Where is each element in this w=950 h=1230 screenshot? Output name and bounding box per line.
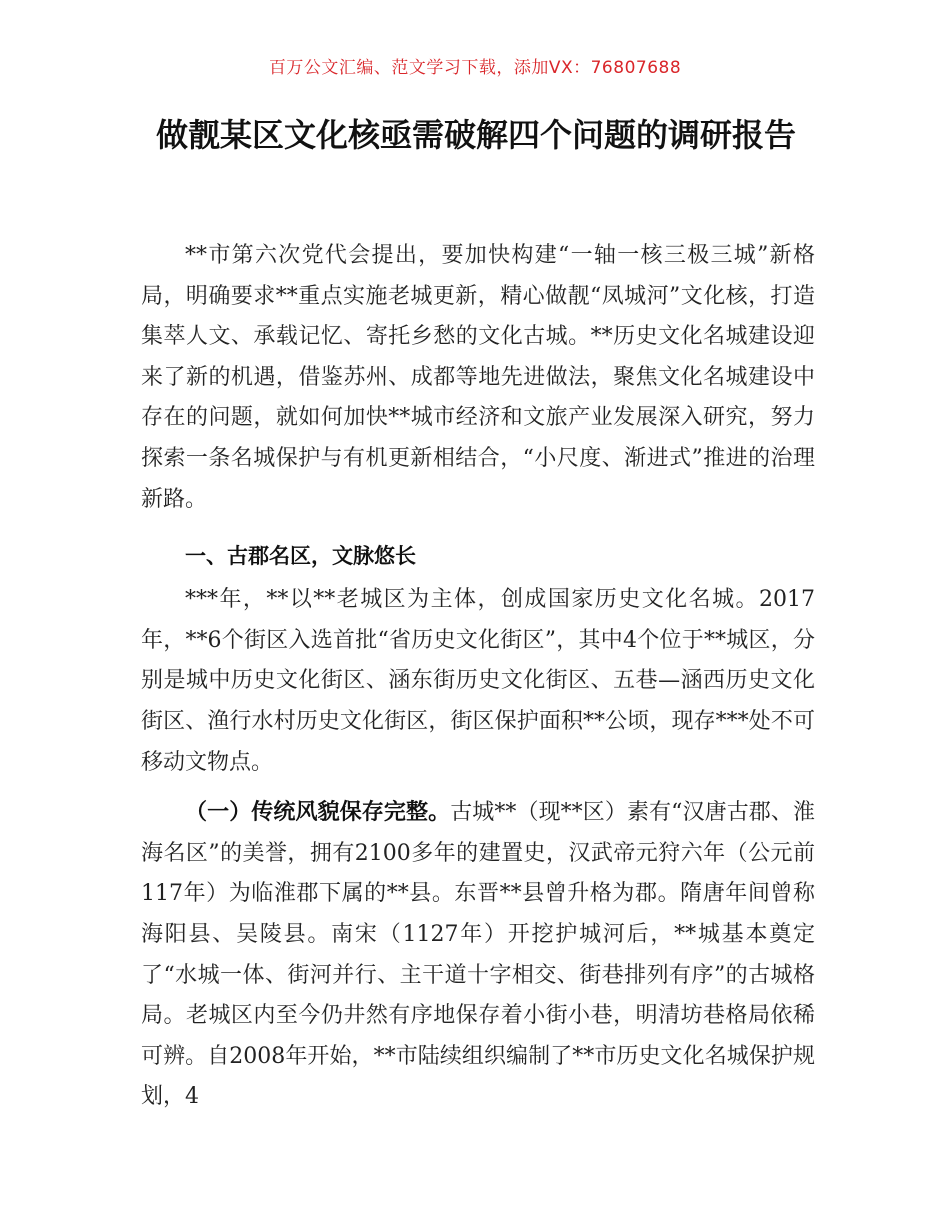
subsection-lead: （一）传统风貌保存完整。 xyxy=(185,800,451,826)
promo-banner: 百万公文汇编、范文学习下载，添加VX：76807688 xyxy=(268,58,682,78)
intro-paragraph: **市第六次党代会提出，要加快构建“一轴一核三极三城”新格局，明确要求**重点实施老城更新，精心做靓“凤城河”文化核，打造集萃人文、承载记忆、寄托乡愁的文化古城。**历史文化名城建设迎来了新的机遇，借鉴苏州、成都等地先进做法，聚焦文化名城建设中存在的问题，就如何加快**城市经济和文旅产业发展深入研究，努力探索一条名城保护与有机更新相结合，“小尺度、渐进式”推进的治理新路。 xyxy=(141,243,815,512)
subsection-text: 古城**（现**区）素有“汉唐古郡、淮海名区”的美誉，拥有2100多年的建置史，汉武帝元狩六年（公元前117年）为临淮郡下属的**县。东晋**县曾升格为郡。隋唐年间曾称海阳县、吴陵县。南宋（1127年）开挖护城河后，**城基本奠定了“水城一体、街河并行、主干道十字相交、街巷排列有序”的古城格局。老城区内至今仍井然有序地保存着小街小巷，明清坊巷格局依稀可辨。自2008年开始，**市陆续组织编制了**市历史文化名城保护规划，4 xyxy=(141,800,815,1110)
section-paragraph: ***年，**以**老城区为主体，创成国家历史文化名城。2017年，**6个街区入选首批“省历史文化街区”，其中4个位于**城区，分别是城中历史文化街区、涵东街历史文化街区、五巷—涵西历史文化街区、渔行水村历史文化街区，街区保护面积**公顷，现存***处不可移动文物点。 xyxy=(141,587,815,775)
document-title: 做靓某区文化核亟需破解四个问题的调研报告 xyxy=(155,116,796,154)
section-heading: 一、古郡名区，文脉悠长 xyxy=(185,544,416,569)
document-body xyxy=(141,236,815,1118)
subsection-paragraph xyxy=(141,793,815,1118)
